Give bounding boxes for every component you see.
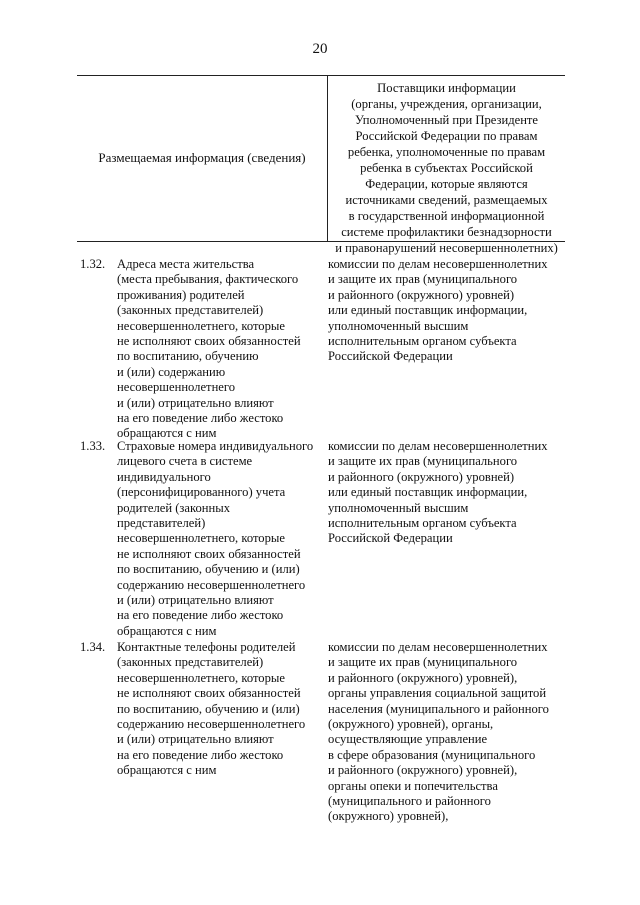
header-provider-line: (органы, учреждения, организации, [351, 97, 542, 111]
provider-line: и районного (окружного) уровней) [328, 287, 515, 302]
provider-line: или единый поставщик информации, [328, 485, 528, 500]
info-line: родителей (законных [117, 500, 231, 515]
info-line: Страховые номера индивидуального [117, 439, 314, 453]
header-provider-line: и правонарушений несовершеннолетних) [335, 241, 558, 255]
provider-line: населения (муниципального и районного [328, 701, 549, 716]
info-line: содержанию несовершеннолетнего [117, 717, 306, 732]
row-number: 1.34. [80, 640, 106, 654]
info-line: Контактные телефоны родителей [117, 640, 296, 654]
provider-line: и районного (окружного) уровней) [328, 469, 515, 484]
row-number: 1.33. [80, 439, 106, 453]
info-line: на его поведение либо жестоко [117, 608, 284, 623]
provider-line: осуществляющие управление [328, 732, 488, 747]
info-line: на его поведение либо жестоко [117, 747, 284, 762]
info-line: несовершеннолетнего, которые [117, 318, 285, 333]
header-provider-line: Уполномоченный при Президенте [354, 113, 539, 127]
info-line: не исполняют своих обязанностей [117, 334, 301, 349]
provider-line: и защите их прав (муниципального [328, 655, 518, 670]
provider-line: и защите их прав (муниципального [328, 272, 518, 287]
provider-line: комиссии по делам несовершеннолетних [328, 439, 548, 453]
info-line: и (или) содержанию [117, 364, 226, 379]
info-line: по воспитанию, обучению и (или) [117, 701, 300, 716]
info-line: несовершеннолетнего, которые [117, 531, 285, 546]
provider-line: исполнительным органом субъекта [328, 516, 517, 531]
header-provider-line: Поставщики информации [377, 81, 516, 95]
info-line: несовершеннолетнего, которые [117, 670, 285, 685]
provider-line: (окружного) уровней), органы, [328, 717, 494, 732]
table-top-rule [77, 75, 565, 76]
info-line: (законных представителей) [117, 655, 264, 670]
info-line: индивидуального [117, 469, 211, 484]
header-provider-line: ребенка в субъектах Российской [360, 161, 533, 175]
info-line: (персонифицированного) учета [117, 485, 286, 500]
info-line: не исполняют своих обязанностей [117, 546, 301, 561]
provider-line: или единый поставщик информации, [328, 303, 528, 318]
row-info-cell [117, 439, 327, 639]
provider-line: комиссии по делам несовершеннолетних [328, 257, 548, 271]
row-provider-cell [328, 640, 568, 825]
row-provider-cell [328, 257, 568, 365]
info-line: (места пребывания, фактического [117, 272, 299, 287]
provider-line: исполнительным органом субъекта [328, 334, 517, 349]
info-line: содержанию несовершеннолетнего [117, 577, 306, 592]
provider-line: уполномоченный высшим [328, 500, 469, 515]
provider-line: уполномоченный высшим [328, 318, 469, 333]
info-line: несовершеннолетнего [117, 380, 236, 395]
info-line: и (или) отрицательно влияют [117, 593, 274, 608]
provider-line: и районного (окружного) уровней), [328, 670, 518, 685]
info-line: и (или) отрицательно влияют [117, 732, 274, 747]
header-provider-line: ребенка, уполномоченные по правам [347, 145, 546, 159]
info-line: лицевого счета в системе [117, 454, 253, 469]
info-line: проживания) родителей [117, 287, 245, 302]
header-provider-line: системе профилактики безнадзорности [341, 225, 552, 239]
info-line: (законных представителей) [117, 303, 264, 318]
header-provider-line: Российской Федерации по правам [355, 129, 538, 143]
header-info-column: Размещаемая информация (сведения) [98, 150, 306, 165]
info-line: по воспитанию, обучению и (или) [117, 562, 300, 577]
header-provider-line: в государственной информационной [348, 209, 545, 223]
info-line: Адреса места жительства [117, 257, 255, 271]
header-provider-line: источниками сведений, размещаемых [345, 193, 548, 207]
row-number: 1.32. [80, 257, 106, 271]
info-line: на его поведение либо жестоко [117, 411, 284, 426]
provider-line: в сфере образования (муниципального [328, 747, 536, 762]
provider-line: и защите их прав (муниципального [328, 454, 518, 469]
info-line: обращаются с ним [117, 763, 217, 778]
provider-line: (окружного) уровней), [328, 809, 449, 824]
row-provider-cell [328, 439, 568, 547]
info-line: обращаются с ним [117, 426, 217, 441]
provider-line: Российской Федерации [328, 349, 453, 364]
info-line: представителей) [117, 516, 206, 531]
info-line: не исполняют своих обязанностей [117, 686, 301, 701]
provider-line: Российской Федерации [328, 531, 453, 546]
provider-line: органы управления социальной защитой [328, 686, 547, 701]
header-provider-column [328, 80, 565, 256]
info-line: по воспитанию, обучению [117, 349, 259, 364]
provider-line: и районного (окружного) уровней), [328, 763, 518, 778]
provider-line: комиссии по делам несовершеннолетних [328, 640, 548, 654]
header-provider-line: Федерации, которые являются [365, 177, 528, 191]
page-number: 20 [312, 41, 328, 57]
row-info-cell [117, 257, 327, 442]
info-line: и (или) отрицательно влияют [117, 395, 274, 410]
provider-line: (муниципального и районного [328, 794, 491, 809]
info-line: обращаются с ним [117, 623, 217, 638]
provider-line: органы опеки и попечительства [328, 778, 498, 793]
row-info-cell [117, 640, 327, 779]
